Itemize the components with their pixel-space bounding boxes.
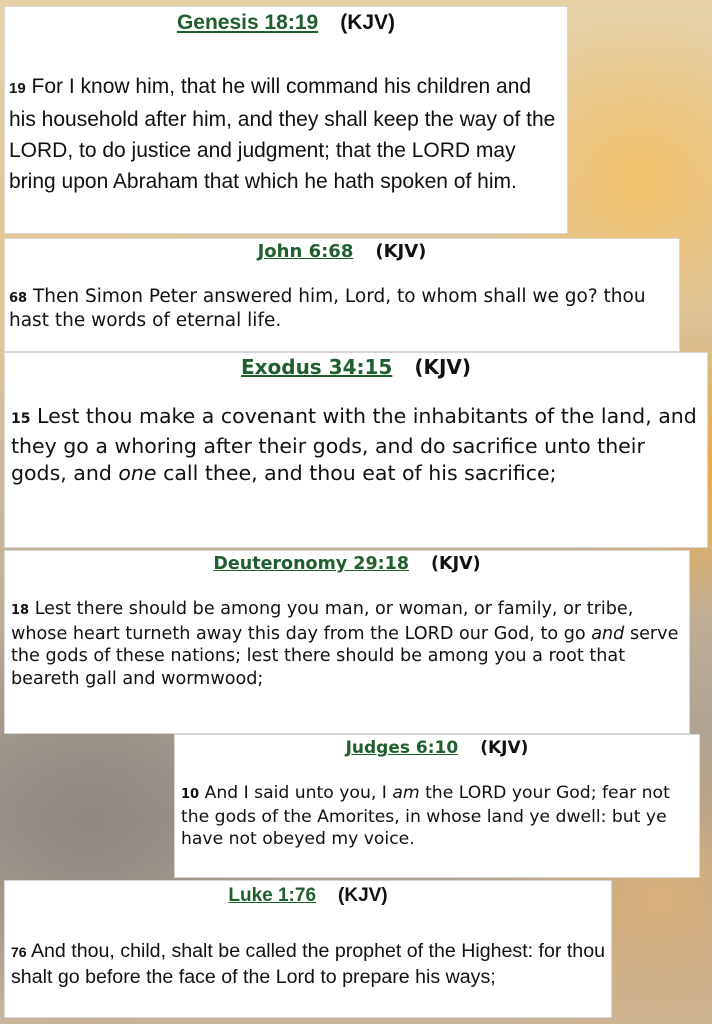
version-label: (KJV) xyxy=(338,885,388,906)
version-label: (KJV) xyxy=(414,355,472,379)
verse-italic-word: and xyxy=(591,623,625,644)
verse-body-end: the LORD your God; fear not the gods of the Amorites, in whose land ye dwell: but ye have not obeyed my voice. xyxy=(181,783,670,849)
verse-italic-word: am xyxy=(392,783,420,803)
verse-body-end: call thee, and thou eat of his sacrifice; xyxy=(163,461,557,485)
version-label: (KJV) xyxy=(431,554,481,574)
card-header xyxy=(5,11,567,35)
verse-text xyxy=(5,598,689,690)
verse-text xyxy=(5,71,567,197)
verse-card-genesis-18-19 xyxy=(4,6,568,234)
card-header xyxy=(5,355,707,379)
card-header xyxy=(175,738,699,758)
verse-body-start: Lest thou make a covenant with the inhabitants of the land, and they go a whoring after their gods, and do sacrifice unto their gods, and xyxy=(11,404,697,485)
verse-body-end: serve the gods of these nations; lest there should be among you a root that beareth gall and wormwood; xyxy=(11,623,679,689)
verse-card-judges-6-10 xyxy=(174,734,700,878)
verse-number: 19 xyxy=(9,80,26,97)
card-header xyxy=(5,885,611,907)
version-label: (KJV) xyxy=(480,738,529,758)
verse-reference-link[interactable]: Luke 1:76 xyxy=(228,885,317,906)
verse-reference-link[interactable]: Genesis 18:19 xyxy=(176,11,319,34)
verse-number: 68 xyxy=(9,291,28,306)
version-label: (KJV) xyxy=(340,11,396,34)
verse-reference-link[interactable]: Judges 6:10 xyxy=(345,738,459,758)
verse-card-john-6-68 xyxy=(4,238,680,352)
verse-text xyxy=(175,782,699,850)
verse-body: And thou, child, shalt be called the prophet of the Highest: for thou shalt go before the face of the Lord to prepare his ways; xyxy=(11,940,605,988)
verse-card-deuteronomy-29-18 xyxy=(4,550,690,734)
verse-text xyxy=(5,286,679,332)
card-header xyxy=(5,241,679,262)
verse-reference-link[interactable]: John 6:68 xyxy=(257,241,354,262)
verse-number: 18 xyxy=(11,603,30,618)
verse-number: 76 xyxy=(11,944,27,960)
verse-body: For I know him, that he will command his children and his household after him, and they shall keep the way of the LORD, to do justice and judgment; that the LORD may bring upon Abraham that which he hath spoken of him. xyxy=(9,75,556,193)
version-label: (KJV) xyxy=(375,241,427,262)
verse-card-exodus-34-15 xyxy=(4,352,708,548)
verse-text xyxy=(5,939,611,990)
verse-number: 15 xyxy=(11,411,31,427)
card-header xyxy=(5,554,689,574)
verse-card-luke-1-76 xyxy=(4,880,612,1018)
verse-body: Then Simon Peter answered him, Lord, to whom shall we go? thou hast the words of eternal life. xyxy=(9,286,646,331)
verse-italic-word: one xyxy=(118,461,157,485)
verse-text xyxy=(5,403,707,487)
verse-reference-link[interactable]: Deuteronomy 29:18 xyxy=(213,554,410,574)
verse-body-start: Lest there should be among you man, or woman, or family, or tribe, whose heart turneth away this day from the LORD our God, to go xyxy=(11,599,634,644)
verse-body-start: And I said unto you, I xyxy=(204,783,387,803)
verse-number: 10 xyxy=(181,787,200,802)
verse-reference-link[interactable]: Exodus 34:15 xyxy=(240,355,393,379)
